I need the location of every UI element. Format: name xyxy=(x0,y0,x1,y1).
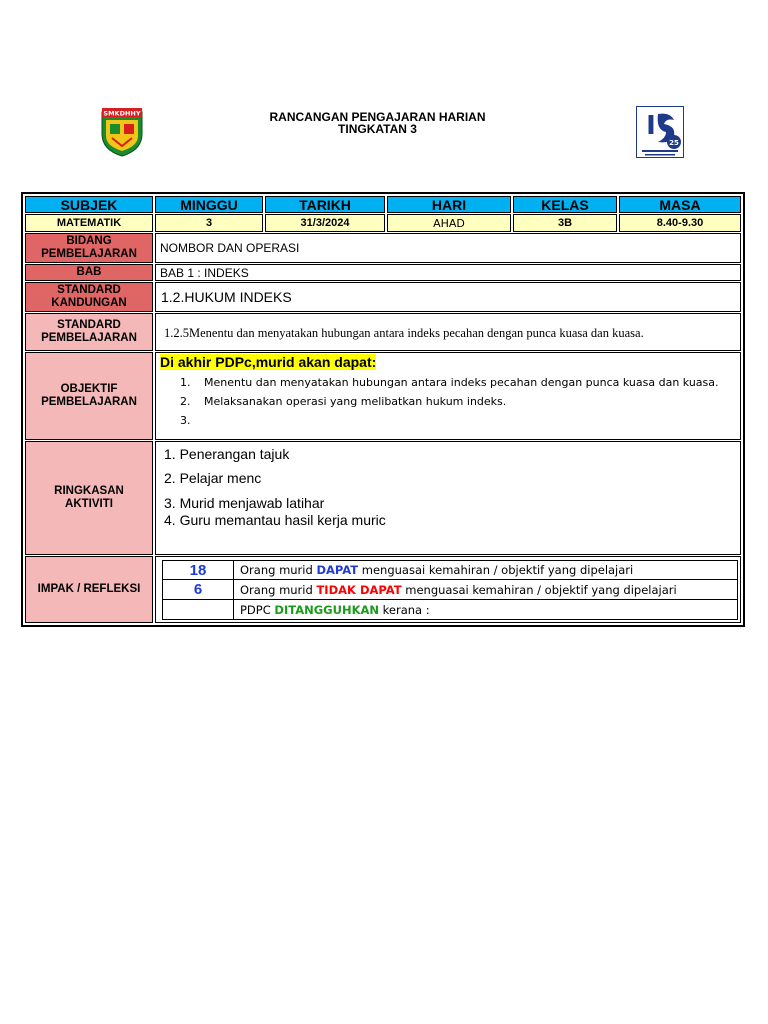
objektif-item: 3. xyxy=(180,414,191,427)
ringkasan-label xyxy=(25,441,153,555)
activity-item: 3. Murid menjawab latihar xyxy=(164,495,325,511)
objektif-item: 1. Menentu dan menyatakan hubungan antara indeks pecahan dengan punca kuasa dan kuasa. xyxy=(180,376,719,389)
dapat-text: Orang murid DAPAT menguasai kemahiran / objektif yang dipelajari xyxy=(233,560,738,580)
ditangguhkan-text: PDPC DITANGGUHKAN kerana : xyxy=(233,599,738,620)
program-logo xyxy=(636,106,684,158)
standard-kandungan-label xyxy=(25,282,153,312)
tidak-dapat-text: Orang murid TIDAK DAPAT menguasai kemahiran / objektif yang dipelajari xyxy=(233,579,738,600)
column-header-subjek: SUBJEK xyxy=(25,196,153,213)
school-logo xyxy=(100,106,144,158)
lesson-plan-table xyxy=(21,192,745,627)
kelas-value: 3B xyxy=(513,214,617,232)
dapat-keyword: DAPAT xyxy=(316,563,359,577)
activity-item: 2. Pelajar menc xyxy=(164,470,262,486)
objektif-label-line2: PEMBELAJARAN xyxy=(41,396,137,408)
activity-item: 4. Guru memantau hasil kerja muric xyxy=(164,512,386,528)
objektif-heading: Di akhir PDPc,murid akan dapat: xyxy=(160,354,377,370)
standard-kandungan-label-line2: KANDUNGAN xyxy=(51,297,127,309)
svg-text:SMKDHHY: SMKDHHY xyxy=(103,109,141,118)
standard-pembelajaran-value: 1.2.5Menentu dan menyatakan hubungan antara indeks pecahan dengan punca kuasa dan kuasa. xyxy=(164,326,644,340)
bab-value: BAB 1 : INDEKS xyxy=(160,266,249,280)
tidak-dapat-keyword: TIDAK DAPAT xyxy=(316,583,402,597)
ditangguhkan-count xyxy=(162,599,234,620)
dapat-count: 18 xyxy=(162,560,234,580)
activity-item: 1. Penerangan tajuk xyxy=(164,446,290,462)
standard-pembelajaran-label-line2: PEMBELAJARAN xyxy=(41,332,137,344)
column-header-hari: HARI xyxy=(387,196,511,213)
bidang-label xyxy=(25,233,153,263)
ringkasan-cell xyxy=(155,441,741,555)
bab-label: BAB xyxy=(25,264,153,281)
column-header-tarikh: TARIKH xyxy=(265,196,385,213)
standard-kandungan-cell xyxy=(155,282,741,312)
ringkasan-label-line2: AKTIVITI xyxy=(65,498,113,510)
objektif-label xyxy=(25,352,153,440)
minggu-value: 3 xyxy=(155,214,263,232)
impak-cell xyxy=(155,556,741,623)
bidang-label-line2: PEMBELAJARAN xyxy=(41,248,137,260)
masa-value: 8.40-9.30 xyxy=(619,214,741,232)
tarikh-value: 31/3/2024 xyxy=(265,214,385,232)
column-header-minggu: MINGGU xyxy=(155,196,263,213)
standard-pembelajaran-cell xyxy=(155,313,741,351)
svg-text:25: 25 xyxy=(669,139,679,147)
standard-pembelajaran-label-line1: STANDARD xyxy=(57,318,121,331)
bidang-cell xyxy=(155,233,741,263)
tidak-dapat-count: 6 xyxy=(162,579,234,600)
column-header-masa: MASA xyxy=(619,196,741,213)
objektif-label-line1: OBJEKTIF xyxy=(60,382,118,395)
impak-label: IMPAK / REFLEKSI xyxy=(25,556,153,623)
standard-pembelajaran-label xyxy=(25,313,153,351)
standard-kandungan-value: 1.2.HUKUM INDEKS xyxy=(161,289,292,305)
document-title: RANCANGAN PENGAJARAN HARIAN xyxy=(269,110,486,124)
bab-cell xyxy=(155,264,741,281)
standard-kandungan-label-line1: STANDARD xyxy=(57,283,121,296)
objektif-item: 2. Melaksanakan operasi yang melibatkan hukum indeks. xyxy=(180,395,507,408)
objektif-list xyxy=(180,373,719,430)
bidang-value: NOMBOR DAN OPERASI xyxy=(160,241,300,255)
document-subtitle: TINGKATAN 3 xyxy=(338,122,417,136)
bidang-label-line1: BIDANG xyxy=(66,234,112,247)
ringkasan-label-line1: RINGKASAN xyxy=(54,484,124,497)
ditangguhkan-keyword: DITANGGUHKAN xyxy=(274,603,379,617)
svg-text:I: I xyxy=(646,111,656,141)
column-header-kelas: KELAS xyxy=(513,196,617,213)
objektif-cell xyxy=(155,352,741,440)
subjek-value: MATEMATIK xyxy=(25,214,153,232)
hari-value: AHAD xyxy=(387,214,511,232)
